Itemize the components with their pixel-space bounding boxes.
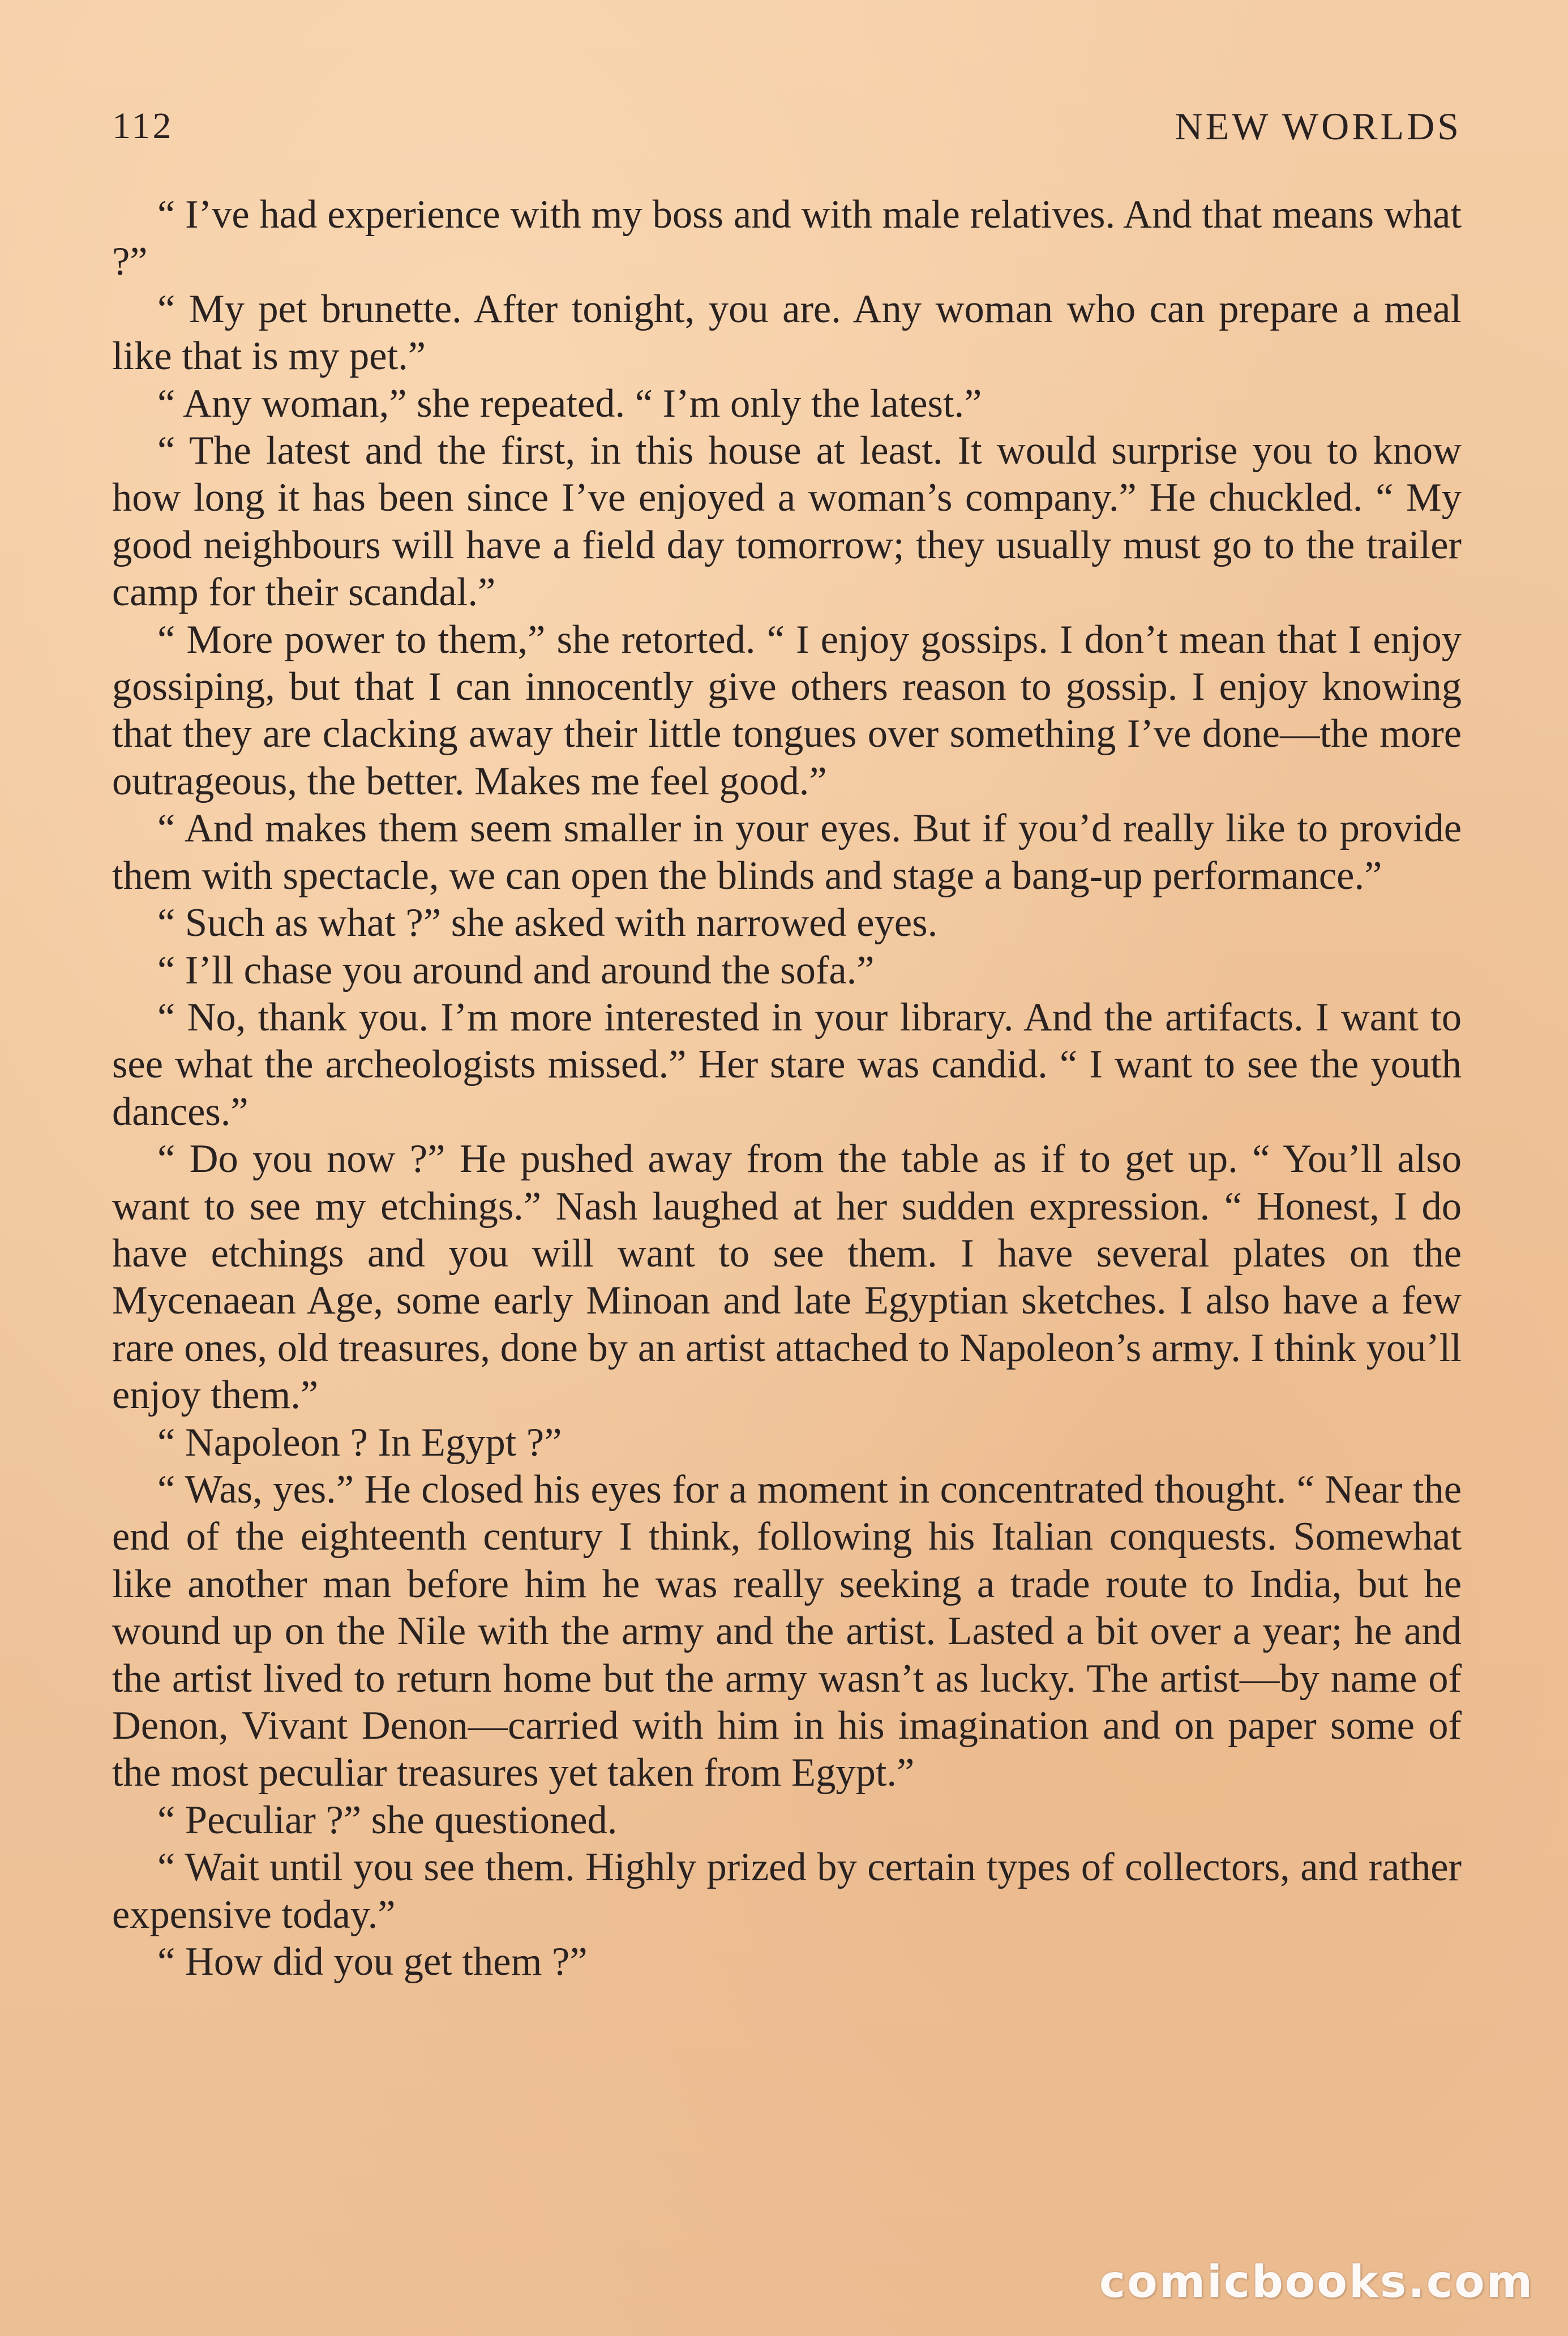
watermark: comicbooks.com (1099, 2257, 1534, 2308)
paragraph: “ The latest and the first, in this house at least. It would surprise you to know how long it has been since I’ve enjoyed a woman’s company.” He chuckled. “ My good neighbours will have a field day tomorrow; they usually must go to the trailer camp for their scandal.” (112, 429, 1462, 615)
paragraph: “ I’ll chase you around and around the sofa.” (157, 948, 875, 992)
paragraph: “ Wait until you see them. Highly prized by certain types of collectors, and rather expensive today.” (112, 1845, 1462, 1937)
paragraph: “ Napoleon ? In Egypt ?” (157, 1420, 562, 1465)
paragraph: “ More power to them,” she retorted. “ I enjoy gossips. I don’t mean that I enjoy gossiping, but that I can innocently give others reason to gossip. I enjoy knowing that they are clacking away their little tongues over something I’ve done—the more outrageous, the better. Makes me feel good.” (112, 617, 1462, 803)
paragraph: “ I’ve had experience with my boss and with male relatives. And that means what ?” (112, 192, 1462, 284)
paragraph: “ Was, yes.” He closed his eyes for a moment in concentrated thought. “ Near the end of the eighteenth century I think, following his Italian conquests. Somewhat like another man before him he was really seeking a trade route to India, but he wound up on the Nile with the army and the artist. Lasted a bit over a year; he and the artist lived to return home but the army wasn’t as lucky. The artist—by name of Denon, Vivant Denon—carried with him in his imagination and on paper some of the most peculiar treasures yet taken from Egypt.” (112, 1467, 1462, 1795)
paragraph: “ My pet brunette. After tonight, you are. Any woman who can prepare a meal like that is my pet.” (112, 286, 1462, 379)
paragraph: “ Peculiar ?” she questioned. (157, 1798, 618, 1842)
paragraph: “ Any woman,” she repeated. “ I’m only the latest.” (157, 381, 982, 426)
paragraph: “ No, thank you. I’m more interested in your library. And the artifacts. I want to see what the archeologists missed.” Her stare was candid. “ I want to see the youth dances.” (112, 995, 1462, 1134)
paragraph: “ And makes them seem smaller in your eyes. But if you’d really like to provide them with spectacle, we can open the blinds and stage a bang-up performance.” (112, 806, 1462, 898)
body-text (112, 191, 1462, 1986)
running-title: NEW WORLDS (1175, 105, 1462, 148)
paragraph: “ Do you now ?” He pushed away from the table as if to get up. “ You’ll also want to see my etchings.” Nash laughed at her sudden expression. “ Honest, I do have etchings and you will want to see them. I have several plates on the Mycenaean Age, some early Minoan and late Egyptian sketches. I also have a few rare ones, old treasures, done by an artist attached to Napoleon’s army. I think you’ll enjoy them.” (112, 1137, 1462, 1418)
paragraph: “ Such as what ?” she asked with narrowed eyes. (157, 901, 938, 945)
page-number: 112 (112, 105, 174, 147)
paragraph: “ How did you get them ?” (157, 1940, 588, 1984)
running-head (112, 101, 1462, 152)
